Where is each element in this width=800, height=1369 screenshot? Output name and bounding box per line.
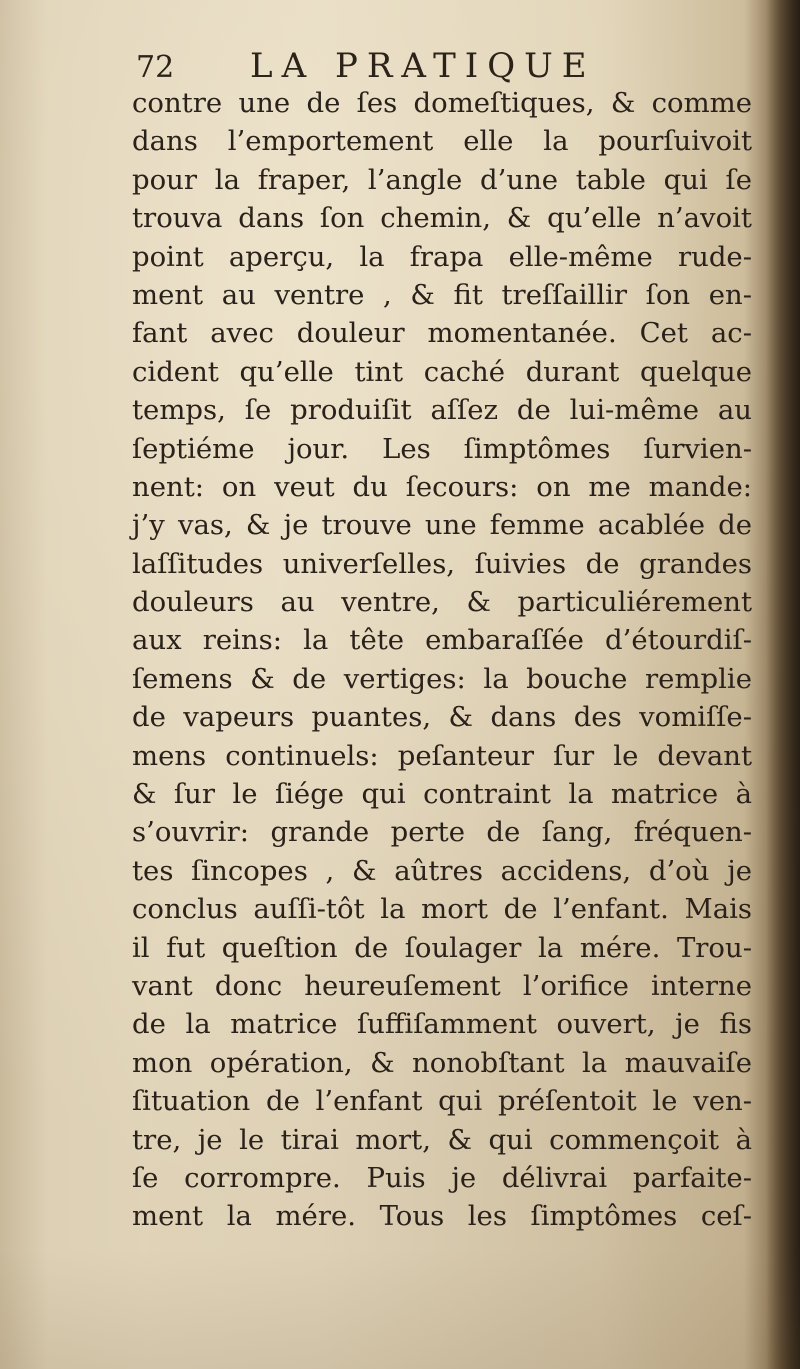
text-line: douleurs au ventre, & particuliérement (132, 586, 752, 619)
text-line: fant avec douleur momentanée. Cet ac- (132, 317, 752, 350)
text-line: ſeptiéme jour. Les ſimptômes ſurvien- (132, 432, 752, 465)
text-line: j’y vas, & je trouve une femme acablée de (132, 509, 752, 542)
text-line: tre, je le tirai mort, & qui commençoit à (132, 1123, 752, 1156)
text-line: nent: on veut du ſecours: on me mande: (132, 470, 752, 503)
text-line: ment au ventre , & fit treſſaillir ſon en- (132, 278, 752, 311)
text-line: de la matrice ſuffiſamment ouvert, je fis (132, 1008, 752, 1041)
text-line: ment la mére. Tous les ſimptômes ceſ- (132, 1200, 752, 1233)
text-line: pour la fraper, l’angle d’une table qui ſe (132, 163, 752, 196)
text-line: aux reins: la tête embaraſſée d’étourdiſ- (132, 624, 752, 657)
text-line: laſſitudes univerſelles, ſuivies de grandes (132, 547, 752, 580)
text-line: s’ouvrir: grande perte de ſang, fréquen- (132, 816, 752, 849)
text-line: il fut queſtion de ſoulager la mére. Trou- (132, 931, 752, 964)
page-shadow (0, 1249, 800, 1369)
text-line: mon opération, & nonobſtant la mauvaiſe (132, 1046, 752, 1079)
text-line: contre une de ſes domeſtiques, & comme (132, 87, 752, 119)
text-line: vant donc heureuſement l’orifice interne (132, 969, 752, 1002)
text-line: point aperçu, la frapa elle-même rude- (132, 240, 752, 273)
text-line: ſemens & de vertiges: la bouche remplie (132, 662, 752, 695)
text-line: cident qu’elle tint caché durant quelque (132, 355, 752, 388)
page-number: 72 (136, 50, 175, 85)
text-line: mens continuels: peſanteur ſur le devant (132, 739, 752, 772)
text-line: temps, ſe produiſit aſſez de lui-même au (132, 394, 752, 427)
text-line: de vapeurs puantes, & dans des vomiſſe- (132, 701, 752, 734)
text-line: & ſur le ſiége qui contraint la matrice à (132, 778, 752, 811)
text-line: ſituation de l’enfant qui préſentoit le ven- (132, 1085, 752, 1118)
text-line: dans l’emportement elle la pourſuivoit (132, 125, 752, 158)
text-line: tes ſincopes , & aûtres accidens, d’où je (132, 854, 752, 887)
text-line: conclus auſſi-tôt la mort de l’enfant. Mais (132, 893, 752, 926)
running-title: LA PRATIQUE (250, 46, 596, 86)
body-text (132, 84, 752, 1236)
text-line: trouva dans ſon chemin, & qu’elle n’avoit (132, 202, 752, 235)
page-binding-edge (766, 0, 800, 1369)
text-line: ſe corrompre. Puis je délivrai parfaite- (132, 1161, 752, 1194)
